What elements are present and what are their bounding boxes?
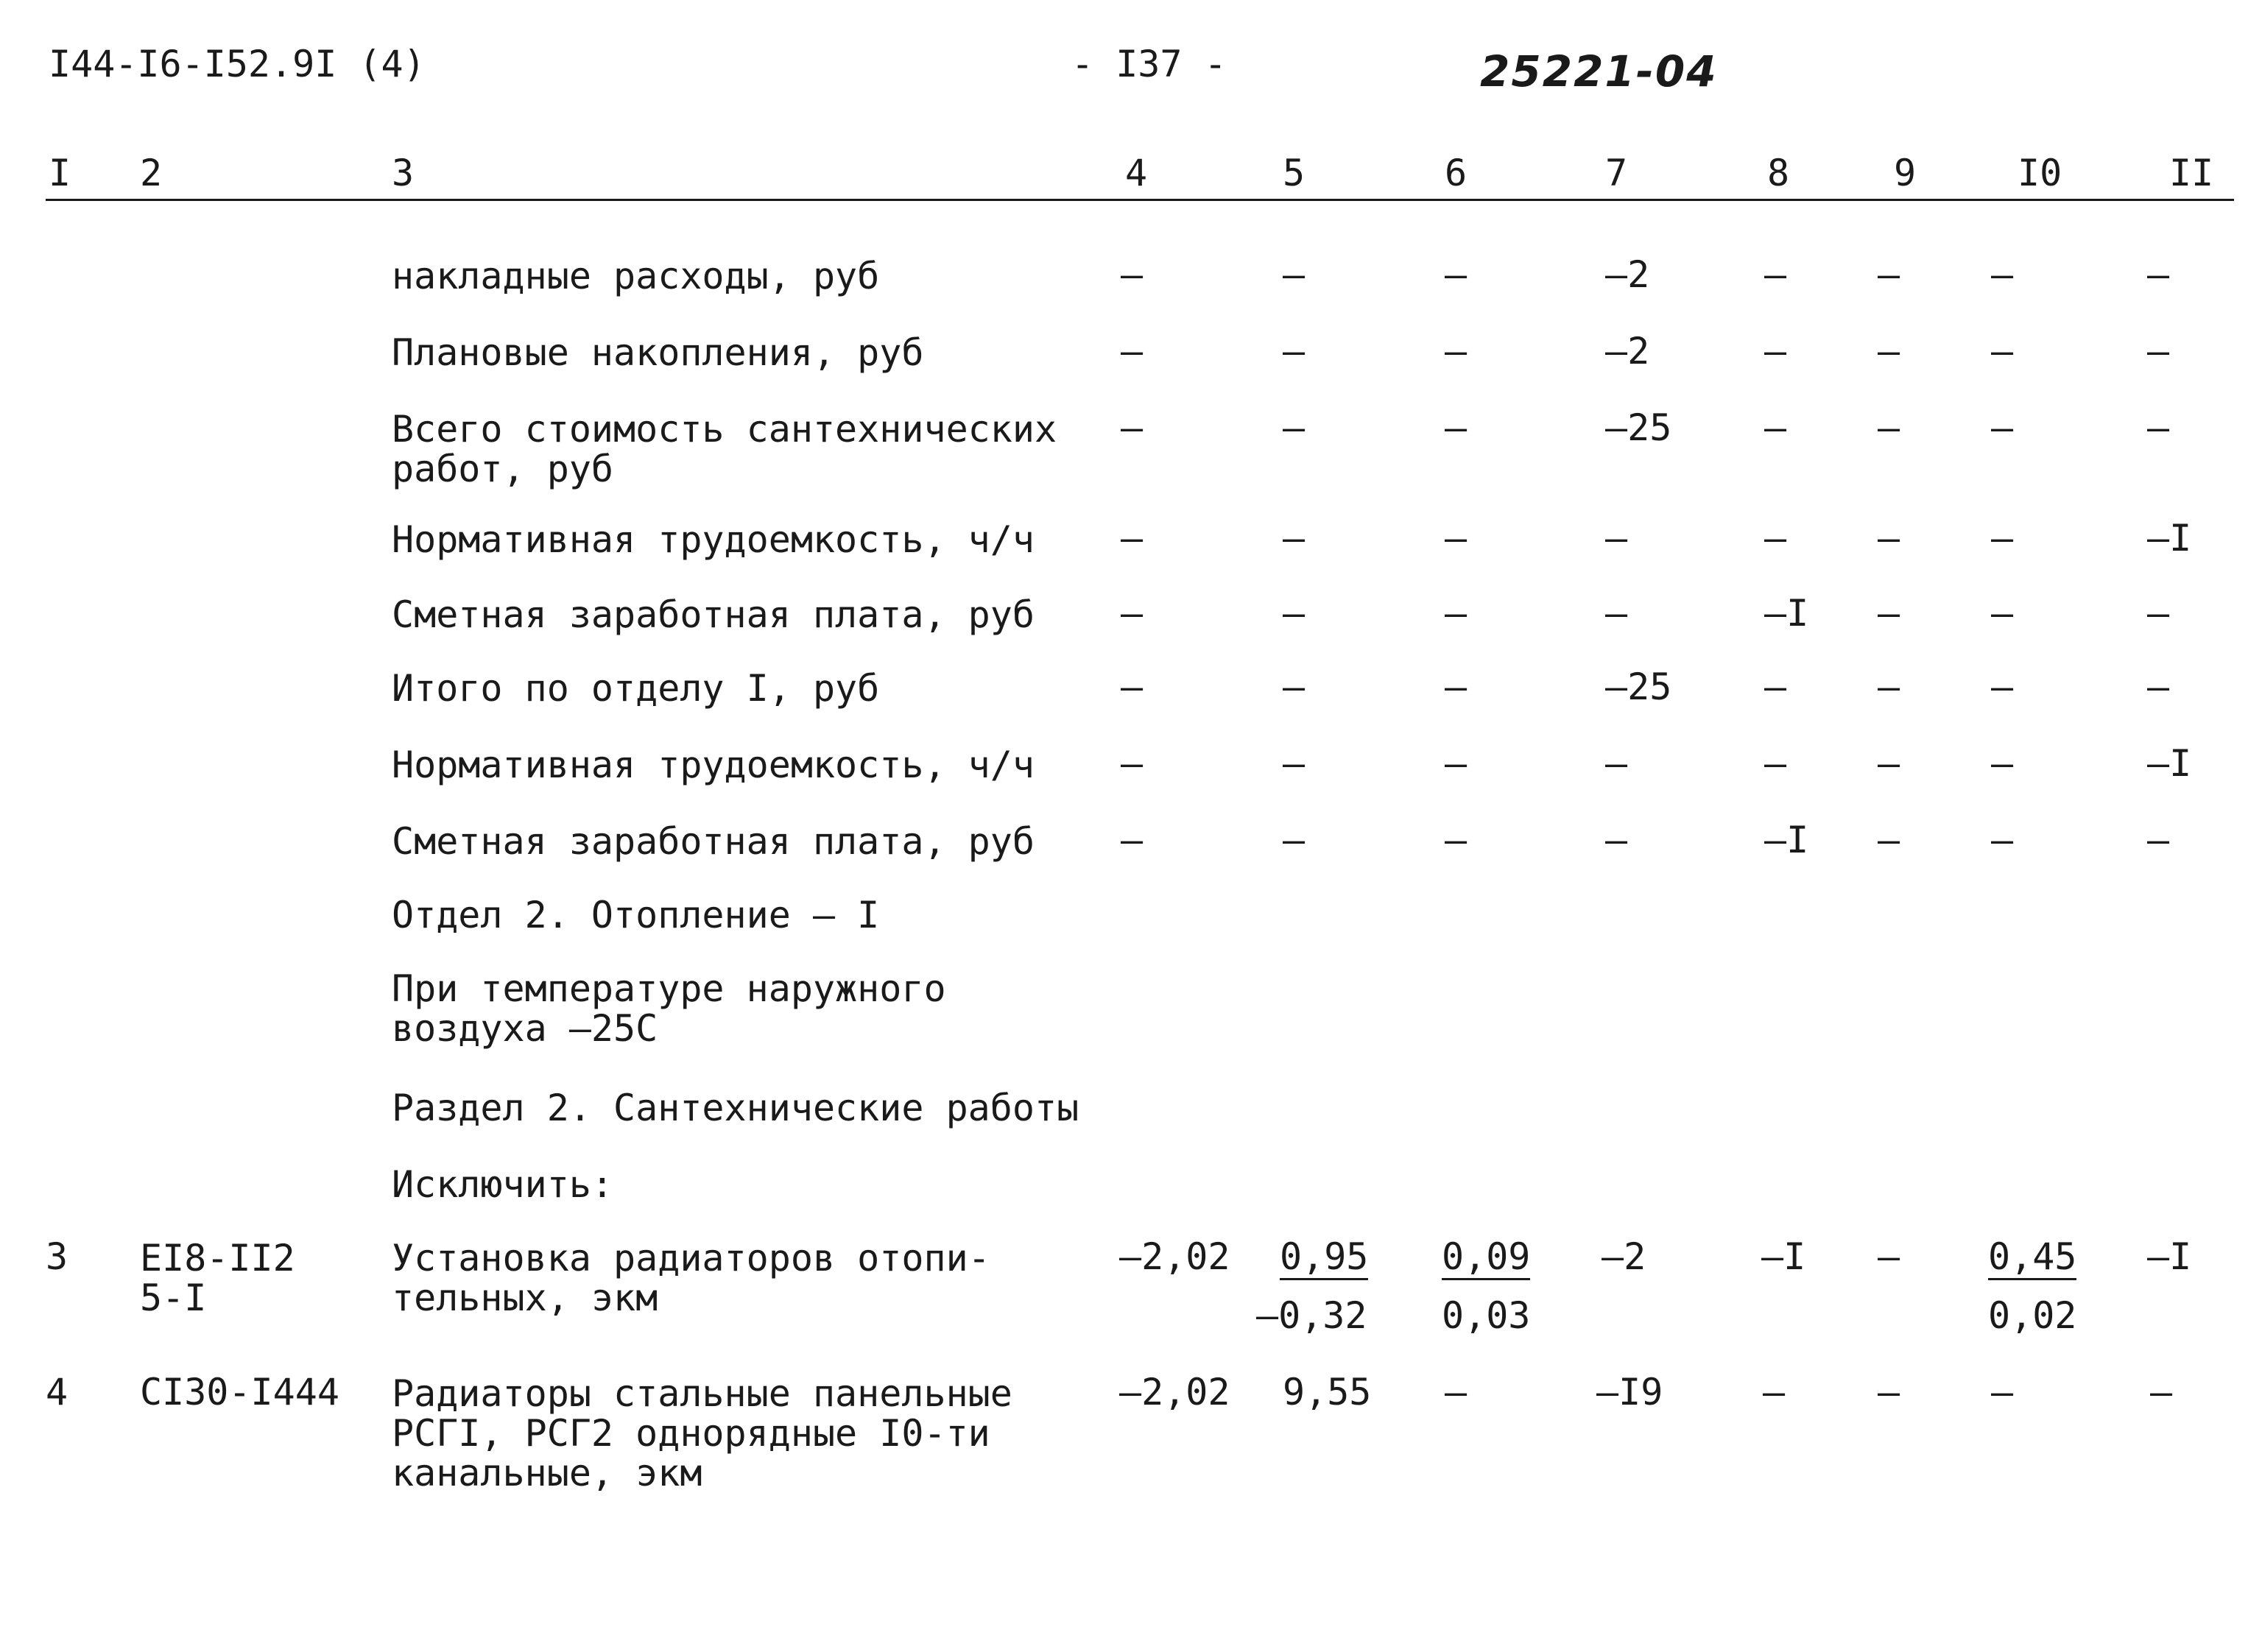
cell-col11: – (2147, 330, 2170, 373)
column-header: 3 (392, 152, 415, 194)
cell-col6: – (1445, 666, 1468, 708)
cell-col10-bottom: 0,02 (1988, 1294, 2077, 1337)
cell-col11: – (2147, 406, 2170, 449)
handwritten-number: 25221-04 (1480, 46, 1718, 96)
cell-col5: 9,55 (1283, 1371, 1372, 1413)
column-header: 7 (1605, 152, 1628, 194)
item-description: Радиаторы стальные панельные РСГI, РСГ2 однорядные I0-ти канальные, экм (392, 1372, 1012, 1494)
cell-col10: – (1991, 517, 2014, 560)
row-label: Всего стоимость сантехнических работ, руб (392, 408, 1057, 490)
cell-col5: – (1283, 666, 1306, 708)
header-rule (46, 199, 2234, 201)
column-header: 5 (1283, 152, 1306, 194)
cell-col7: –2 (1605, 330, 1650, 373)
cell-col4: – (1121, 592, 1144, 635)
cell-col10-top: 0,45 (1988, 1238, 2076, 1280)
item-code: CI30-I444 (140, 1371, 339, 1413)
cell-col8: – (1764, 253, 1787, 296)
row-label: накладные расходы, руб (392, 255, 880, 297)
cell-col4: – (1121, 819, 1144, 861)
cell-col10: – (1991, 406, 2014, 449)
cell-col5: – (1283, 406, 1306, 449)
cell-col7: –2 (1605, 253, 1650, 296)
cell-col9: – (1878, 517, 1900, 560)
cell-col11: – (2147, 819, 2170, 861)
cell-col10: – (1991, 592, 2014, 635)
cell-col5: – (1283, 517, 1306, 560)
cell-col7: –I9 (1596, 1371, 1663, 1413)
section-heading: При температуре наружного воздуха –25С (392, 967, 946, 1050)
cell-col9: – (1878, 1235, 1900, 1278)
cell-col10: – (1991, 1371, 2014, 1413)
cell-col11: – (2150, 1371, 2173, 1413)
cell-col8: – (1764, 330, 1787, 373)
cell-col10: – (1991, 666, 2014, 708)
cell-col8: – (1764, 666, 1787, 708)
cell-col7: –25 (1605, 406, 1672, 449)
section-heading: Исключить: (392, 1163, 614, 1206)
column-header: 4 (1125, 152, 1148, 194)
row-label: Сметная заработная плата, руб (392, 820, 1035, 863)
section-heading: Раздел 2. Сантехнические работы (392, 1087, 1079, 1129)
cell-col9: – (1878, 406, 1900, 449)
cell-col4: – (1121, 406, 1144, 449)
cell-col9: – (1878, 819, 1900, 861)
cell-col6: – (1445, 330, 1468, 373)
cell-col8: –I (1761, 1235, 1806, 1278)
cell-col8: –I (1764, 819, 1809, 861)
document-code: I44-I6-I52.9I (4) (49, 43, 426, 85)
cell-col7: –25 (1605, 666, 1672, 708)
cell-col8: –I (1764, 592, 1809, 635)
cell-col9: – (1878, 1371, 1900, 1413)
cell-col7: – (1605, 517, 1628, 560)
cell-col7: – (1605, 819, 1628, 861)
column-header: 2 (140, 152, 163, 194)
cell-col11: –I (2147, 742, 2192, 785)
cell-col9: – (1878, 666, 1900, 708)
cell-col5: – (1283, 592, 1306, 635)
cell-col9: – (1878, 592, 1900, 635)
cell-col4: – (1121, 253, 1144, 296)
cell-col8: – (1764, 742, 1787, 785)
cell-col8: – (1763, 1371, 1786, 1413)
cell-col5-top: 0,95 (1280, 1238, 1368, 1280)
row-label: Нормативная трудоемкость, ч/ч (392, 518, 1035, 561)
column-header: I (49, 152, 71, 194)
row-label: Сметная заработная плата, руб (392, 593, 1035, 636)
cell-col9: – (1878, 742, 1900, 785)
item-number: 4 (46, 1371, 68, 1413)
section-heading: Отдел 2. Отопление – I (392, 894, 880, 936)
column-header: 6 (1445, 152, 1468, 194)
cell-col6: – (1445, 253, 1468, 296)
item-description: Установка радиаторов отопи- тельных, экм (392, 1237, 990, 1319)
cell-col6: – (1445, 1371, 1468, 1413)
cell-col4: – (1121, 330, 1144, 373)
column-header: II (2169, 152, 2214, 194)
column-header: 8 (1767, 152, 1790, 194)
cell-col6: – (1445, 406, 1468, 449)
cell-col8: – (1764, 517, 1787, 560)
cell-col11: – (2147, 253, 2170, 296)
cell-col7: – (1605, 592, 1628, 635)
cell-col10: – (1991, 253, 2014, 296)
cell-col11: – (2147, 666, 2170, 708)
cell-col8: – (1764, 406, 1787, 449)
column-header: 9 (1894, 152, 1917, 194)
cell-col7: – (1605, 742, 1628, 785)
cell-col7: –2 (1602, 1235, 1646, 1278)
cell-col4: –2,02 (1119, 1371, 1230, 1413)
item-code: EI8-II2 5-I (140, 1237, 295, 1319)
column-header: I0 (2018, 152, 2062, 194)
cell-col10: – (1991, 742, 2014, 785)
page-number: - I37 - (1071, 43, 1227, 85)
cell-col9: – (1878, 253, 1900, 296)
cell-col4: – (1121, 742, 1144, 785)
cell-col5: – (1283, 819, 1306, 861)
cell-col6: – (1445, 517, 1468, 560)
cell-col11: – (2147, 592, 2170, 635)
cell-col5-bottom: –0,32 (1256, 1294, 1367, 1337)
cell-col6: – (1445, 742, 1468, 785)
cell-col9: – (1878, 330, 1900, 373)
cell-col4: – (1121, 517, 1144, 560)
cell-col10: – (1991, 819, 2014, 861)
cell-col5: – (1283, 253, 1306, 296)
cell-col10: – (1991, 330, 2014, 373)
cell-col11: –I (2147, 1235, 2192, 1278)
item-number: 3 (46, 1235, 68, 1278)
cell-col6: – (1445, 819, 1468, 861)
cell-col5: – (1283, 330, 1306, 373)
row-label: Плановые накопления, руб (392, 331, 924, 374)
cell-col6-top: 0,09 (1442, 1238, 1530, 1280)
cell-col6-bottom: 0,03 (1442, 1294, 1531, 1337)
cell-col5: – (1283, 742, 1306, 785)
cell-col4: –2,02 (1119, 1235, 1230, 1278)
cell-col11: –I (2147, 517, 2192, 560)
row-label: Итого по отделу I, руб (392, 667, 880, 710)
row-label: Нормативная трудоемкость, ч/ч (392, 744, 1035, 786)
cell-col6: – (1445, 592, 1468, 635)
cell-col4: – (1121, 666, 1144, 708)
